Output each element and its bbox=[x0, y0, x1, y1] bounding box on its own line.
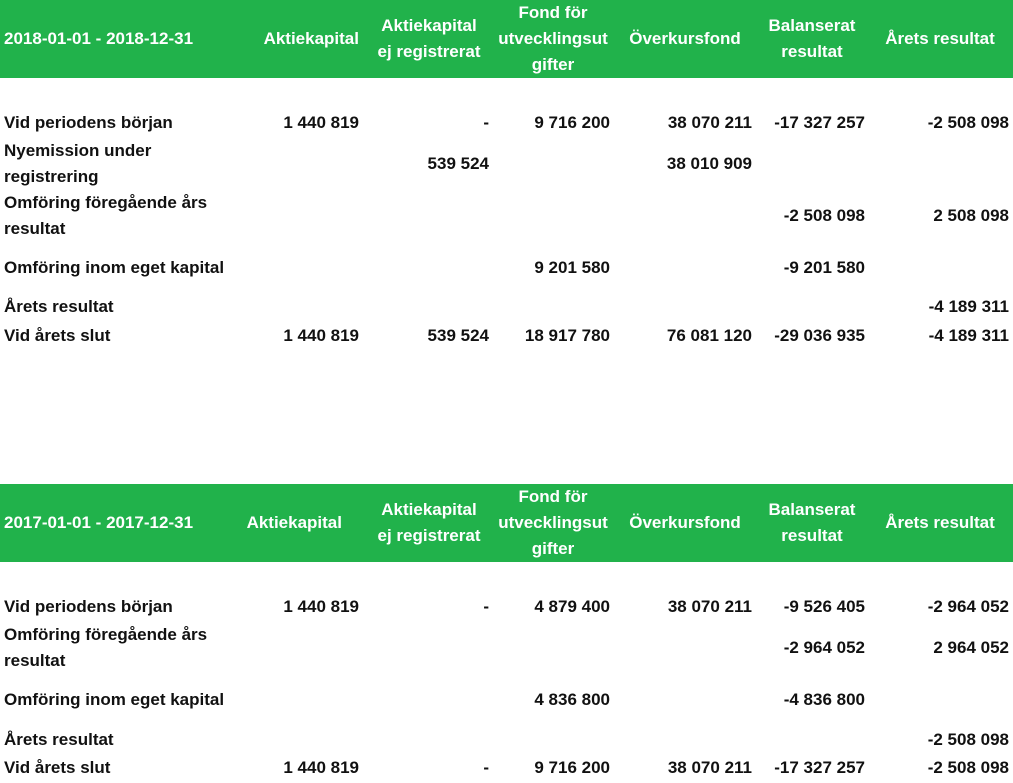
cell-aktiekapital: 1 440 819 bbox=[283, 758, 359, 777]
fond-for-utvecklingsutgifter-header: Fond för utvecklingsut gifter bbox=[498, 487, 608, 558]
equity-table-2018 bbox=[0, 0, 1013, 360]
table-row bbox=[0, 594, 1013, 620]
table-row bbox=[0, 323, 1013, 349]
cell-balanserat: -29 036 935 bbox=[774, 326, 865, 345]
cell-balanserat: -9 201 580 bbox=[783, 258, 865, 277]
cell-balanserat bbox=[756, 294, 865, 320]
row-label: Omföring föregående års resultat bbox=[4, 193, 208, 238]
cell-balanserat: -17 327 257 bbox=[774, 113, 865, 132]
cell-arets-resultat: -2 508 098 bbox=[927, 113, 1009, 132]
cell-ej-registrerat: 539 524 bbox=[427, 326, 489, 345]
cell-balanserat bbox=[756, 727, 865, 753]
cell-overkursfond: 38 070 211 bbox=[667, 758, 752, 777]
cell-fond: 9 716 200 bbox=[534, 758, 610, 777]
cell-arets-resultat bbox=[869, 242, 1009, 294]
cell-ej-registrerat bbox=[363, 727, 489, 753]
cell-overkursfond: 38 070 211 bbox=[667, 597, 752, 616]
cell-ej-registrerat: - bbox=[483, 597, 489, 616]
cell-aktiekapital bbox=[238, 138, 359, 190]
cell-ej-registrerat bbox=[363, 294, 489, 320]
cell-arets-resultat: -2 508 098 bbox=[927, 730, 1009, 749]
period-header: 2017-01-01 - 2017-12-31 bbox=[4, 513, 194, 532]
aktiekapital-ej-registrerat-header: Aktiekapital ej registrerat bbox=[377, 500, 481, 545]
cell-arets-resultat bbox=[869, 138, 1009, 190]
cell-overkursfond: 38 070 211 bbox=[667, 113, 752, 132]
cell-balanserat bbox=[756, 138, 865, 190]
arets-resultat-header: Årets resultat bbox=[885, 29, 995, 48]
arets-resultat-header: Årets resultat bbox=[885, 513, 995, 532]
cell-arets-resultat: 2 508 098 bbox=[933, 206, 1009, 225]
cell-ej-registrerat bbox=[363, 674, 489, 726]
cell-fond: 9 201 580 bbox=[534, 258, 610, 277]
cell-overkursfond: 38 010 909 bbox=[666, 154, 752, 173]
cell-aktiekapital bbox=[238, 294, 359, 320]
cell-aktiekapital bbox=[238, 190, 359, 242]
cell-aktiekapital bbox=[238, 242, 359, 294]
period-header: 2018-01-01 - 2018-12-31 bbox=[4, 29, 194, 48]
cell-balanserat: -2 508 098 bbox=[783, 206, 865, 225]
cell-fond bbox=[493, 727, 610, 753]
table-row bbox=[0, 674, 1013, 726]
table-header bbox=[0, 484, 1013, 562]
cell-fond bbox=[493, 190, 610, 242]
cell-aktiekapital: 1 440 819 bbox=[283, 597, 359, 616]
cell-arets-resultat: -4 189 311 bbox=[928, 297, 1009, 316]
balanserat-resultat-header: Balanserat resultat bbox=[768, 500, 856, 545]
cell-balanserat: -9 526 405 bbox=[783, 597, 865, 616]
cell-ej-registrerat: 539 524 bbox=[427, 154, 489, 173]
cell-arets-resultat: -4 189 311 bbox=[928, 326, 1009, 345]
cell-aktiekapital bbox=[238, 674, 359, 726]
table-row bbox=[0, 242, 1013, 294]
row-label: Vid årets slut bbox=[4, 326, 111, 345]
cell-overkursfond bbox=[614, 622, 752, 674]
table-row bbox=[0, 755, 1013, 781]
cell-overkursfond bbox=[614, 190, 752, 242]
cell-fond bbox=[493, 138, 610, 190]
cell-ej-registrerat: - bbox=[483, 758, 489, 777]
row-label: Vid periodens början bbox=[4, 113, 173, 132]
cell-ej-registrerat: - bbox=[483, 113, 489, 132]
table-row bbox=[0, 138, 1013, 190]
cell-overkursfond bbox=[614, 294, 752, 320]
table-row bbox=[0, 727, 1013, 753]
overkursfond-header: Överkursfond bbox=[629, 29, 741, 48]
row-label: Omföring föregående års resultat bbox=[4, 625, 208, 670]
fond-for-utvecklingsutgifter-header: Fond för utvecklingsut gifter bbox=[498, 3, 608, 74]
cell-aktiekapital bbox=[238, 622, 359, 674]
table-row bbox=[0, 294, 1013, 320]
aktiekapital-header: Aktiekapital bbox=[263, 29, 359, 48]
overkursfond-header: Överkursfond bbox=[629, 513, 741, 532]
cell-fond bbox=[493, 294, 610, 320]
aktiekapital-header: Aktiekapital bbox=[246, 513, 342, 532]
cell-overkursfond: 76 081 120 bbox=[666, 326, 752, 345]
cell-aktiekapital bbox=[238, 727, 359, 753]
cell-ej-registrerat bbox=[363, 622, 489, 674]
row-label: Vid periodens början bbox=[4, 597, 173, 616]
cell-arets-resultat: -2 508 098 bbox=[927, 758, 1009, 777]
cell-balanserat: -2 964 052 bbox=[783, 638, 865, 657]
cell-fond: 9 716 200 bbox=[534, 113, 610, 132]
cell-arets-resultat: 2 964 052 bbox=[933, 638, 1009, 657]
cell-aktiekapital: 1 440 819 bbox=[283, 326, 359, 345]
equity-table-2017 bbox=[0, 484, 1013, 783]
cell-balanserat: -4 836 800 bbox=[783, 690, 865, 709]
aktiekapital-ej-registrerat-header: Aktiekapital ej registrerat bbox=[377, 16, 481, 61]
cell-balanserat: -17 327 257 bbox=[774, 758, 865, 777]
cell-ej-registrerat bbox=[363, 242, 489, 294]
table-row bbox=[0, 110, 1013, 136]
cell-fond: 18 917 780 bbox=[524, 326, 610, 345]
cell-fond: 4 836 800 bbox=[534, 690, 610, 709]
row-label: Omföring inom eget kapital bbox=[4, 258, 225, 277]
row-label: Årets resultat bbox=[4, 730, 114, 749]
balanserat-resultat-header: Balanserat resultat bbox=[768, 16, 856, 61]
cell-arets-resultat: -2 964 052 bbox=[927, 597, 1009, 616]
table-row bbox=[0, 622, 1013, 674]
cell-overkursfond bbox=[614, 242, 752, 294]
cell-ej-registrerat bbox=[363, 190, 489, 242]
table-row bbox=[0, 190, 1013, 242]
row-label: Årets resultat bbox=[4, 297, 114, 316]
cell-overkursfond bbox=[614, 674, 752, 726]
row-label: Omföring inom eget kapital bbox=[4, 690, 225, 709]
row-label: Nyemission under registrering bbox=[4, 141, 152, 186]
table-header bbox=[0, 0, 1013, 78]
cell-overkursfond bbox=[614, 727, 752, 753]
cell-fond: 4 879 400 bbox=[534, 597, 610, 616]
cell-aktiekapital: 1 440 819 bbox=[283, 113, 359, 132]
cell-arets-resultat bbox=[869, 674, 1009, 726]
row-label: Vid årets slut bbox=[4, 758, 111, 777]
cell-fond bbox=[493, 622, 610, 674]
